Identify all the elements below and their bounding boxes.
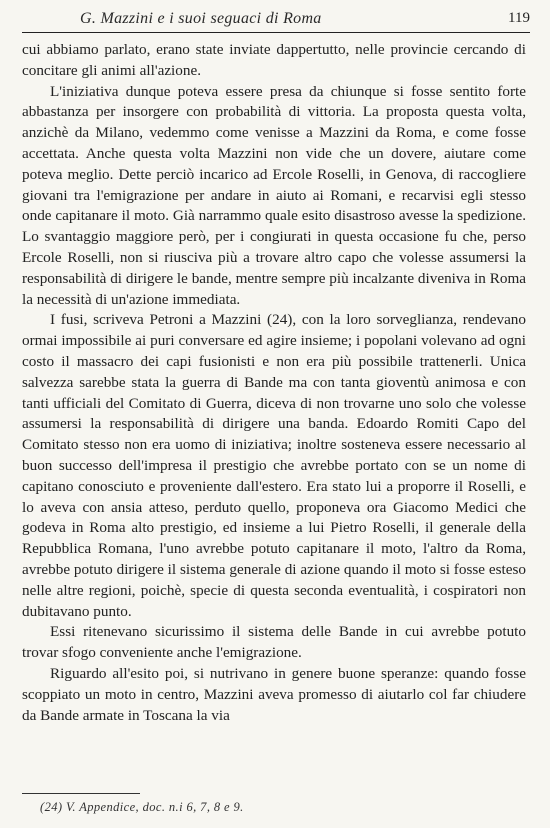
page-number: 119 [508,10,530,26]
footnote-divider [22,793,140,794]
paragraph: Riguardo all'esito poi, si nutrivano in genere buone speranze: quando fosse scoppiato un moto in centro, Mazzini aveva promesso di aiutarlo col far chiudere da Bande armate in Toscana la via [22,664,526,724]
paragraph: Essi ritenevano sicurissimo il sistema delle Bande in cui avrebbe potuto trovar sfogo conveniente anche l'emigrazione. [22,623,526,662]
paragraph: I fusi, scriveva Petroni a Mazzini (24), con la loro sorveglianza, rendevano ormai impossibile ai puri conversare ed agire insieme; i popolani volevano ad ogni costo il massacro dei capi fusionisti e non era più possibile trattenerli. Unica salvezza sarebbe stata la guerra di Bande ma con tanta gioventù animosa e con tanti ufficiali del Comitato di Guerra, diceva di non trovarne uno solo che volesse assumersi la responsabilità di dirigere una banda. Edoardo Romiti Capo del Comitato stesso non era uomo di iniziativa; inoltre sosteneva essere necessario al buon successo dell'impresa il prestigio che avrebbe portato con se un nome di capitano conosciuto e proveniente dall'estero. Era stato lui a proporre il Roselli, e lo aveva con ansia atteso, perduto quello, proponeva ora Giacomo Medici che godeva in Roma alto prestigio, ed insieme a lui Pietro Roselli, il generale della Repubblica Romana, l'uno avrebbe potuto capitanare il moto, l'altro da Roma, avrebbe potuto dirigere il sistema generale di azione quando il moto si fosse esteso nelle altre regioni, poichè, specie di questa seconda eventualità, i cospiratori non dubitavano punto. [22,311,526,620]
paragraph: L'iniziativa dunque poteva essere presa da chiunque si fosse sentito forte abbastanza per insorgere con probabilità di vittoria. La proposta questa volta, anzichè da Milano, vedemmo come venisse a Mazzini da Roma, e come fosse accettata. Anche questa volta Mazzini non vide che un dovere, aiutare come poteva meglio. Dette perciò incarico ad Ercole Roselli, in Genova, di raccogliere giovani tra l'emigrazione per andare in aiuto ai Romani, e recarvisi egli stesso onde capitanare il moto. Già narrammo quale esito disastroso avesse la spedizione. Lo svantaggio maggiore però, per i congiurati in questa occasione fu che, perso Ercole Roselli, non si riusciva più a trovare altro capo che volesse assumersi la responsabilità di dirigere le bande, mentre sempre più incalzante diveniva in Roma la necessità di un'azione immediata. [22,82,526,308]
paragraph: cui abbiamo parlato, erano state inviate dappertutto, nelle provincie cercando di concitare gli animi all'azione. [22,41,526,79]
running-title: G. Mazzini e i suoi seguaci di Roma [80,10,322,27]
footnote: (24) V. Appendice, doc. n.i 6, 7, 8 e 9. [40,800,244,814]
body-text [22,40,526,726]
running-header [22,6,530,33]
